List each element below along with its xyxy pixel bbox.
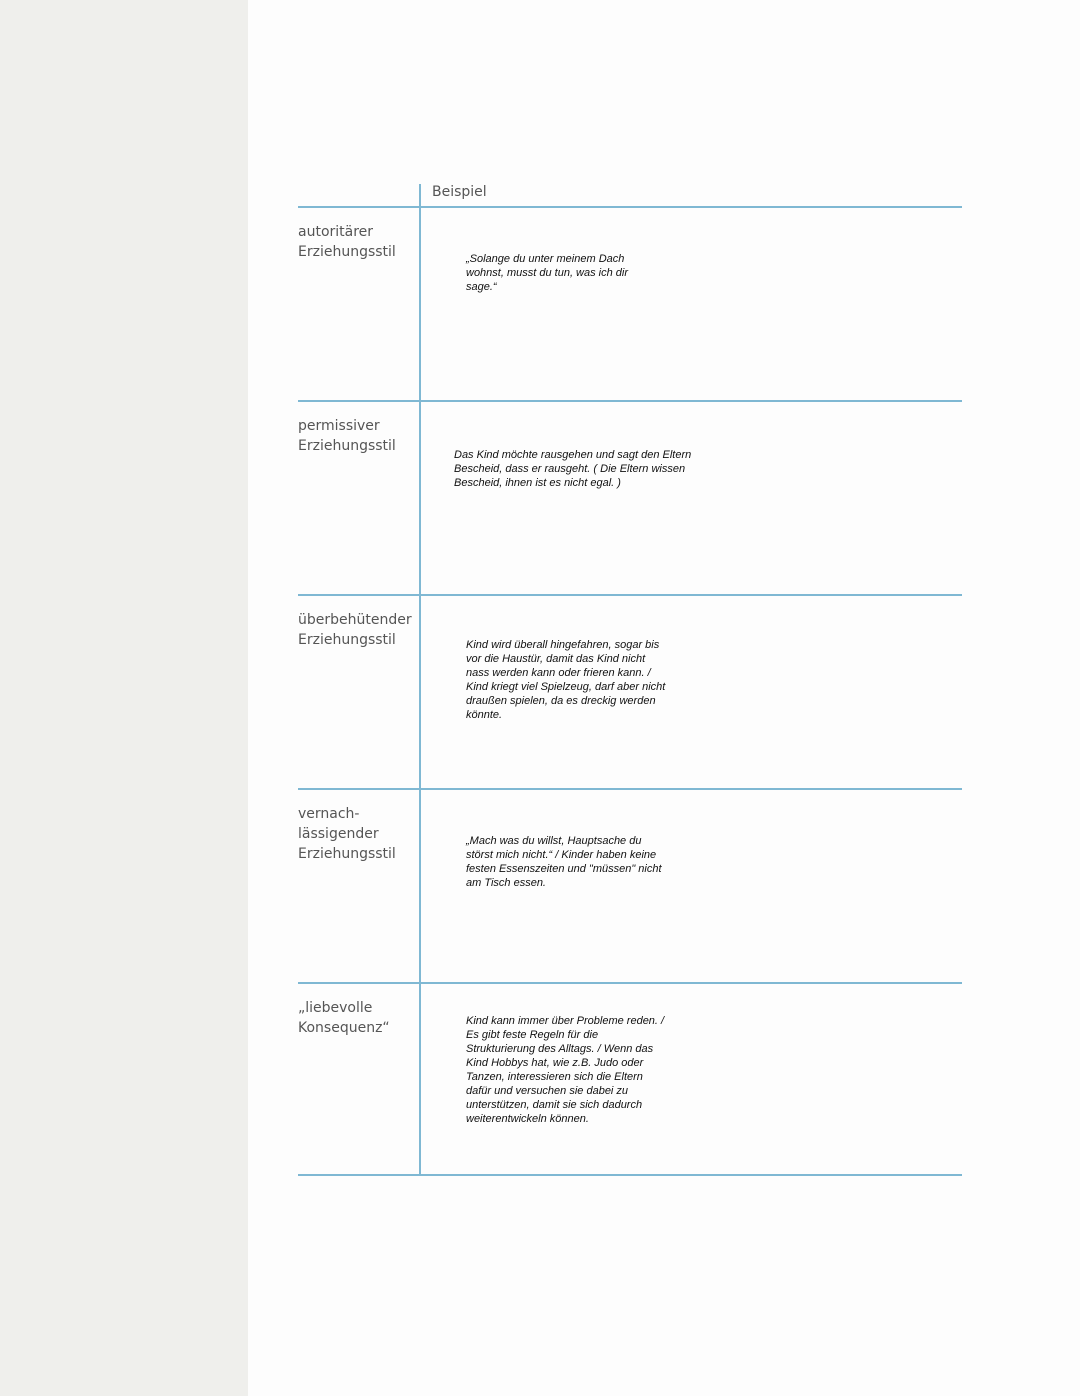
row-label-permissive: permissiver Erziehungsstil [298,418,396,454]
left-margin-strip [0,0,248,1396]
row-example-overprotective: Kind wird überall hingefahren, sogar bis vor die Haustür, damit das Kind nicht nass werden kann oder frieren kann. / Kind kriegt viel Spielzeug, darf aber nicht draußen spielen, da es dreckig werden könnte. [466,639,666,721]
table-row-permissive [298,402,962,596]
row-example-authoritarian: „Solange du unter meinem Dach wohnst, musst du tun, was ich dir sage.“ [466,253,629,293]
row-label-overprotective: überbehütender Erziehungsstil [298,612,412,648]
row-label-authoritarian: autoritärer Erziehungsstil [298,224,396,260]
column-header-example: Beispiel [432,184,487,200]
parenting-styles-table [298,184,962,1176]
row-example-loving-consistency: Kind kann immer über Probleme reden. / Es gibt feste Regeln für die Strukturierung des Alltags. / Wenn das Kind Hobbys hat, wie z.B. Judo oder Tanzen, interessieren sich die Eltern dafür und versuchen sie dabei zu unterstützen, damit sie sich dadurch weiterentwickeln können. [466,1015,665,1125]
table-row-overprotective [298,596,962,790]
table-row-neglectful [298,790,962,984]
row-example-neglectful: „Mach was du willst, Hauptsache du störst mich nicht.“ / Kinder haben keine festen Essenszeiten und "müssen" nicht am Tisch essen. [466,835,662,889]
row-label-loving-consistency: „liebevolle Konsequenz“ [298,1000,390,1036]
table-row-authoritarian [298,208,962,402]
row-example-permissive: Das Kind möchte rausgehen und sagt den Eltern Bescheid, dass er rausgeht. ( Die Eltern wissen Bescheid, ihnen ist es nicht egal. ) [454,449,692,489]
table-row-loving-consistency [298,984,962,1176]
row-rule [298,1174,962,1176]
row-label-neglectful: vernach- lässigender Erziehungsstil [298,806,396,862]
